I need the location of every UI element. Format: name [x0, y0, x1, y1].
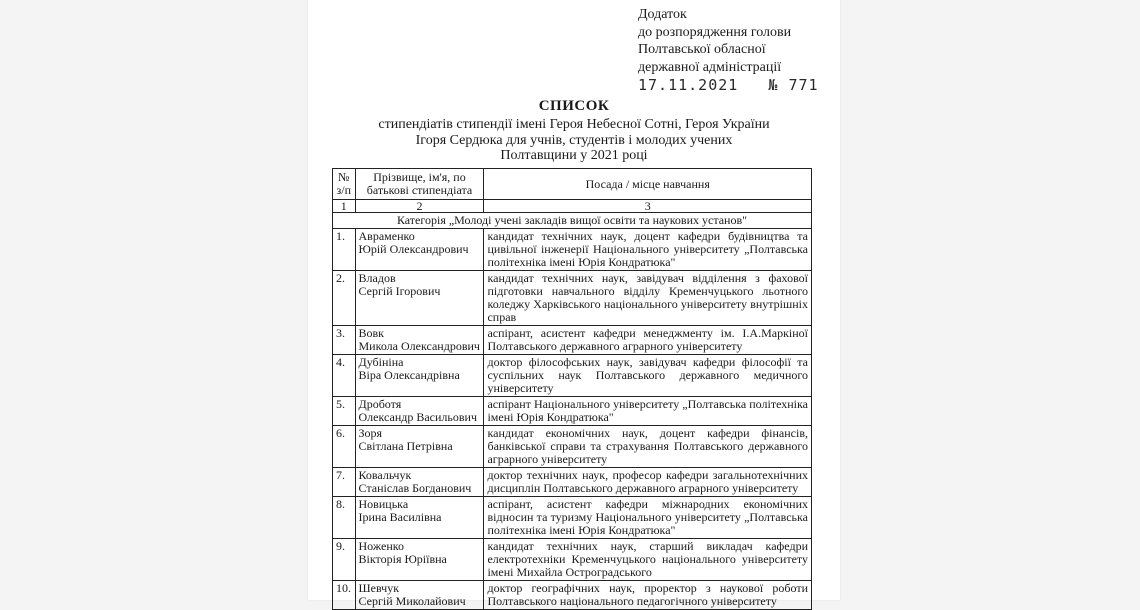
document-subtitle — [308, 117, 840, 164]
table-header-row — [333, 169, 812, 200]
column-number: 1 — [333, 200, 356, 213]
row-number: 9. — [333, 539, 356, 581]
surname: Ковальчук — [358, 468, 412, 482]
row-name — [355, 497, 484, 539]
row-position: кандидат економічних наук, доцент кафедри фінансів, банківської справи та страхування Полтавського державного аграрного університету — [484, 426, 812, 468]
given-names: Олександр Васильович — [358, 410, 478, 424]
table-row — [333, 229, 812, 271]
column-number: 2 — [355, 200, 484, 213]
appendix-header — [638, 6, 791, 76]
table-row — [333, 326, 812, 355]
surname: Владов — [358, 271, 396, 285]
row-number: 5. — [333, 397, 356, 426]
table-row — [333, 426, 812, 468]
table-row — [333, 539, 812, 581]
row-position: кандидат технічних наук, доцент кафедри будівництва та цивільної інженерії Національного університету „Полтавська політехніка імені Юрія Кондратюка" — [484, 229, 812, 271]
row-position: доктор філософських наук, завідувач кафедри філософії та суспільних наук Полтавського державного медичного університету — [484, 355, 812, 397]
row-name — [355, 326, 484, 355]
header-position: Посада / місце навчання — [484, 169, 812, 200]
row-number: 8. — [333, 497, 356, 539]
surname: Вовк — [358, 326, 385, 340]
given-names: Ірина Василівна — [358, 510, 442, 524]
row-position: аспірант, асистент кафедри міжнародних економічних відносин та туризму Національного університету „Полтавська політехніка імені Юрія Кондратюка" — [484, 497, 812, 539]
row-name — [355, 539, 484, 581]
row-position: доктор географічних наук, проректор з наукової роботи Полтавського національного педагогічного університету — [484, 581, 812, 610]
category-row — [333, 213, 812, 229]
given-names: Вікторія Юріївна — [358, 552, 447, 566]
appendix-line: до розпорядження голови — [638, 24, 792, 40]
row-name — [355, 229, 484, 271]
surname: Дроботя — [358, 397, 402, 411]
row-number: 3. — [333, 326, 356, 355]
surname: Авраменко — [358, 229, 415, 243]
surname: Дубініна — [358, 355, 404, 369]
given-names: Сергій Ігорович — [358, 284, 441, 298]
table-row — [333, 271, 812, 326]
row-position: кандидат технічних наук, завідувач відділення з фахової підготовки навчального відділу Кременчуцького льотного коледжу Харківського національного університету внутрішніх справ — [484, 271, 812, 326]
row-number: 2. — [333, 271, 356, 326]
row-number: 1. — [333, 229, 356, 271]
given-names: Юрій Олександрович — [358, 242, 469, 256]
row-position: доктор технічних наук, професор кафедри загальнотехнічних дисциплін Полтавського державного аграрного університету — [484, 468, 812, 497]
row-number: 6. — [333, 426, 356, 468]
given-names: Станіслав Богданович — [358, 481, 472, 495]
row-name — [355, 426, 484, 468]
row-number: 10. — [333, 581, 356, 610]
subtitle-line: Ігоря Сердюка для учнів, студентів і молодих учених — [415, 132, 733, 148]
appendix-line: державної адміністрації — [638, 59, 782, 75]
column-number-row — [333, 200, 812, 213]
row-number: 7. — [333, 468, 356, 497]
row-position: аспірант, асистент кафедри менеджменту ім. І.А.Маркіної Полтавського державного аграрного університету — [484, 326, 812, 355]
row-name — [355, 271, 484, 326]
appendix-line: Полтавської обласної — [638, 42, 766, 57]
surname: Новицька — [358, 497, 409, 511]
table-row — [333, 497, 812, 539]
row-number: 4. — [333, 355, 356, 397]
row-name — [355, 581, 484, 610]
surname: Зоря — [358, 426, 383, 440]
row-position: аспірант Національного університету „Полтавська політехніка імені Юрія Кондратюка" — [484, 397, 812, 426]
header-number: № з/п — [333, 169, 356, 200]
date-number-stamp — [638, 76, 819, 94]
given-names: Сергій Миколайович — [358, 594, 466, 608]
document-page — [308, 0, 840, 608]
appendix-line: Додаток — [638, 7, 687, 22]
given-names: Світлана Петрівна — [358, 439, 453, 453]
surname: Ноженко — [358, 539, 404, 553]
order-date: 17.11.2021 — [638, 76, 739, 94]
table-row — [333, 355, 812, 397]
table-row — [333, 397, 812, 426]
number-sign: № — [768, 76, 779, 94]
scholarship-table — [332, 168, 812, 610]
row-position: кандидат технічних наук, старший викладач кафедри електротехніки Кременчуцького національного університету імені Михайла Остроградського — [484, 539, 812, 581]
document-title: СПИСОК — [538, 98, 610, 114]
table-row — [333, 581, 812, 610]
row-name — [355, 468, 484, 497]
row-name — [355, 397, 484, 426]
header-name: Прізвище, ім'я, по батькові стипендіата — [355, 169, 484, 200]
subtitle-line: Полтавщини у 2021 році — [500, 148, 648, 163]
order-number: 771 — [788, 76, 819, 94]
column-number: 3 — [484, 200, 812, 213]
table-row — [333, 468, 812, 497]
category-label: Категорія „Молоді учені закладів вищої освіти та наукових установ" — [333, 213, 812, 229]
row-name — [355, 355, 484, 397]
subtitle-line: стипендіатів стипендії імені Героя Небесної Сотні, Героя України — [378, 117, 770, 132]
given-names: Микола Олександрович — [358, 339, 480, 353]
surname: Шевчук — [358, 581, 400, 595]
given-names: Віра Олександрівна — [358, 368, 460, 382]
